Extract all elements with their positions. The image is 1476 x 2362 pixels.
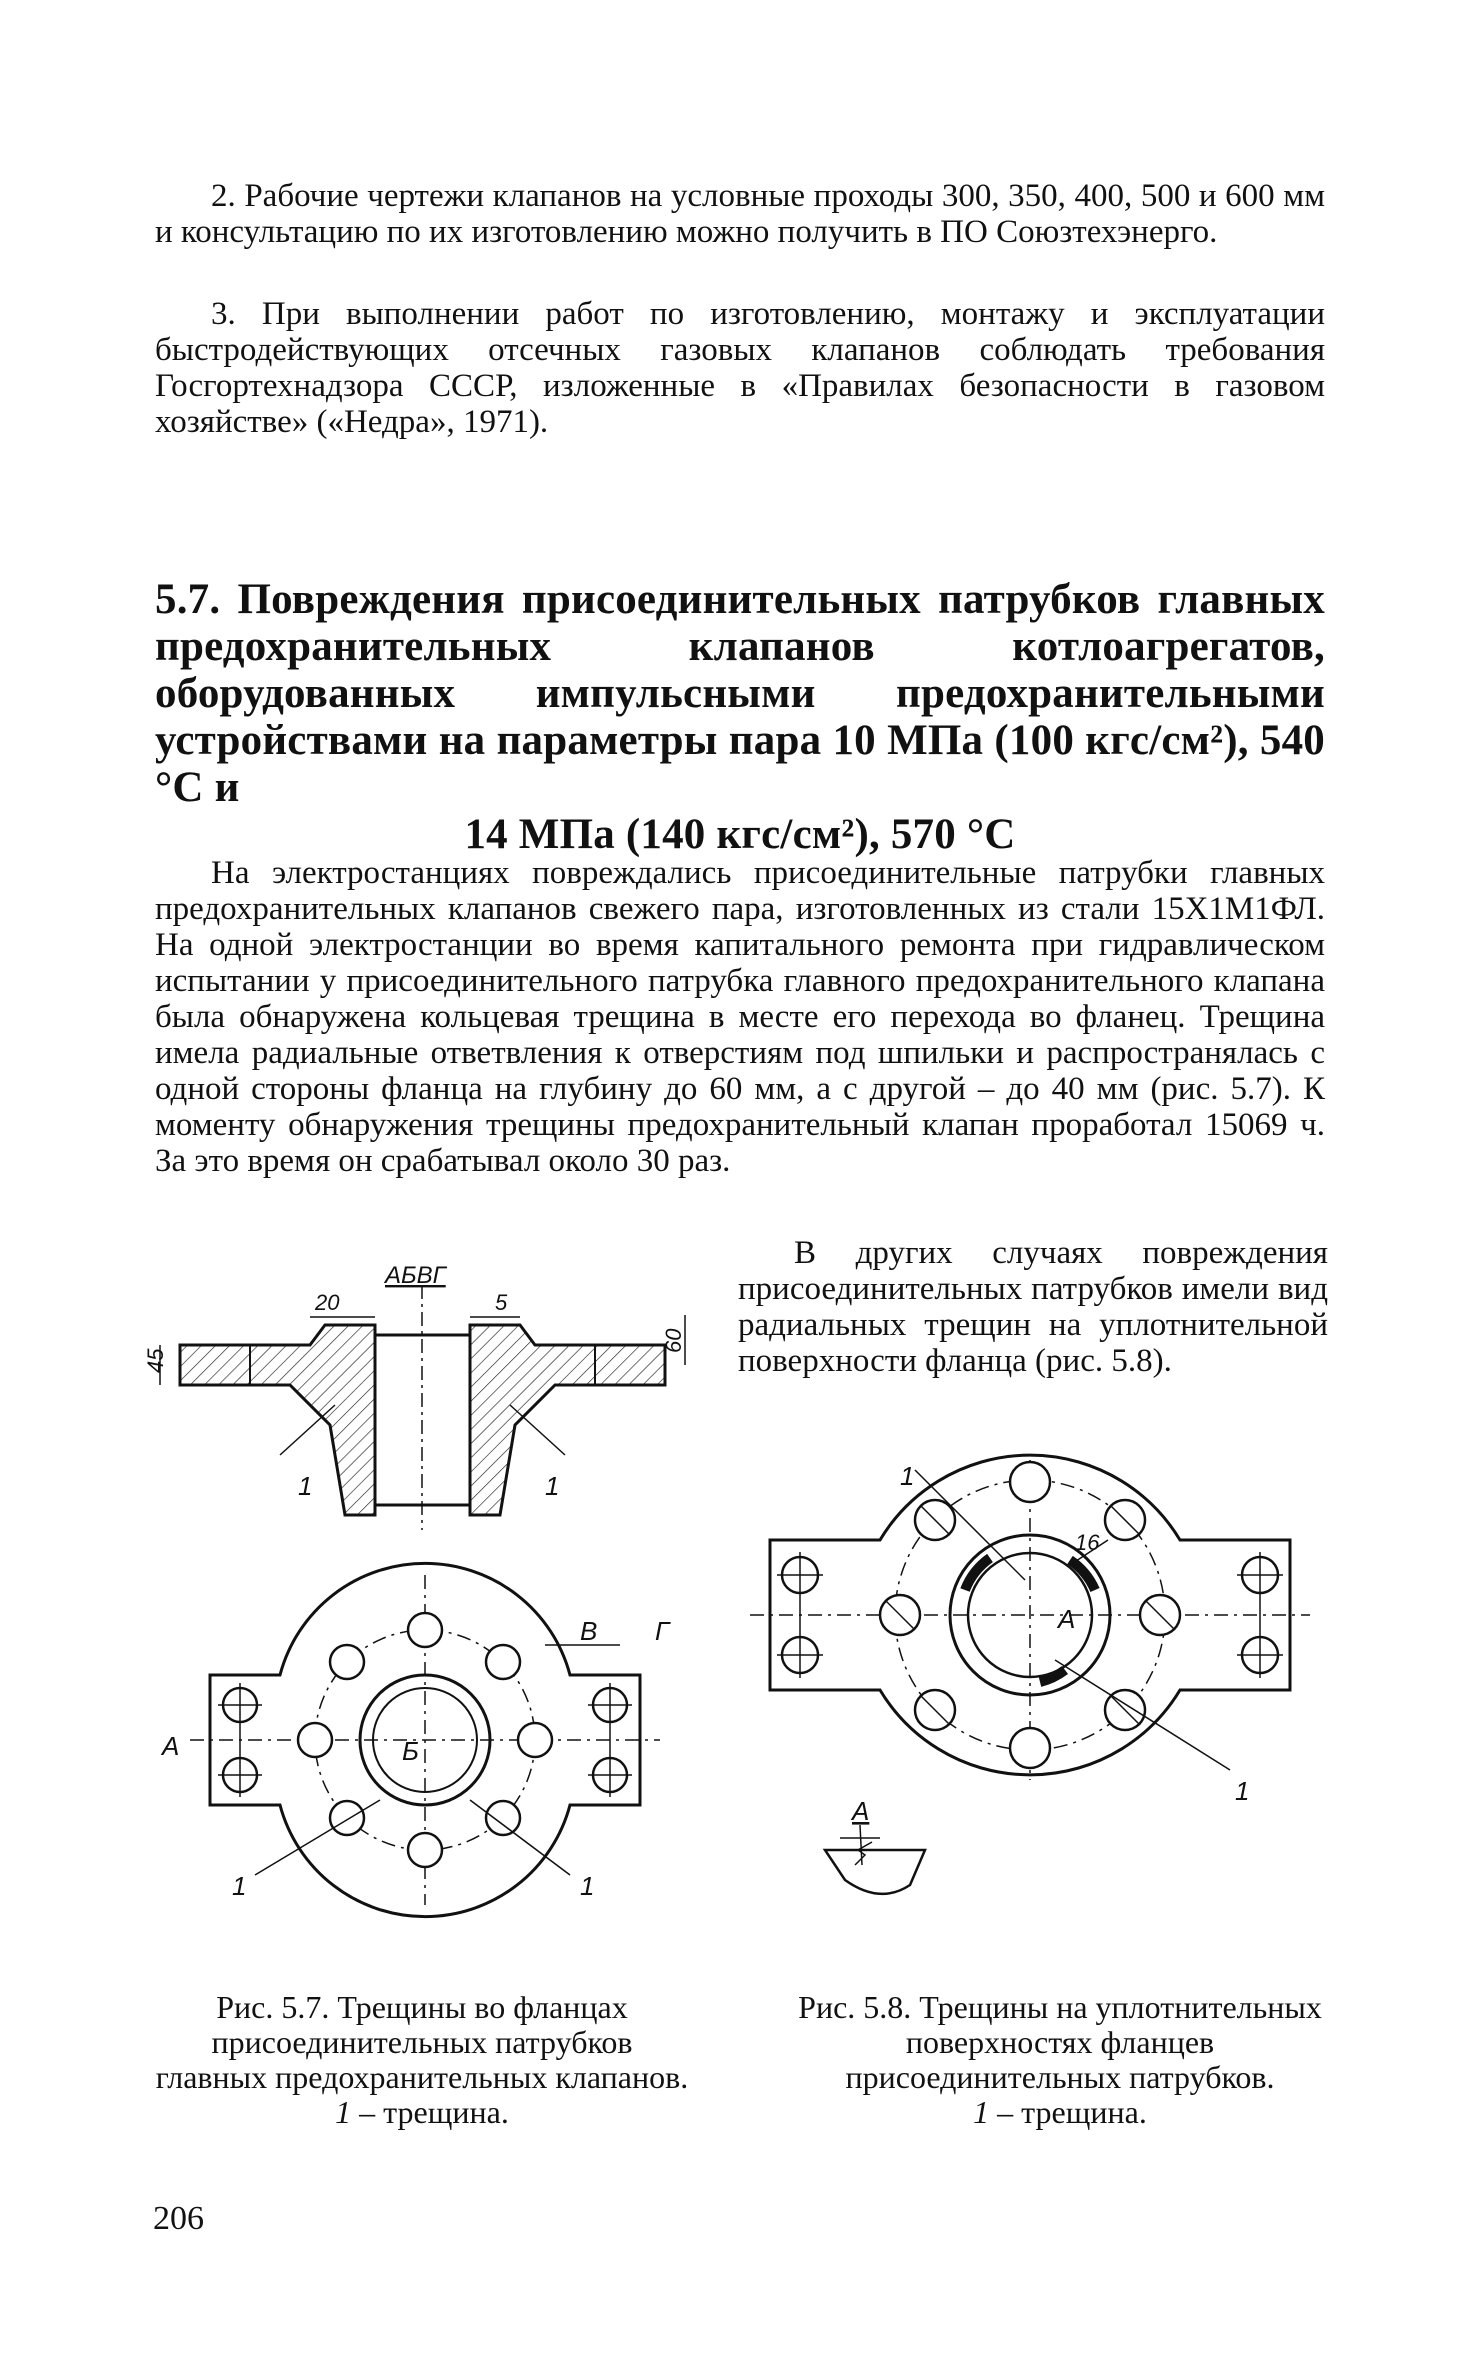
- plan-label-G: Г: [655, 1616, 670, 1646]
- fig58-label-A-center: А: [1058, 1604, 1076, 1634]
- dimension-45: 45: [143, 1348, 168, 1373]
- paragraph-main: На электростанциях повреждались присоединительные патрубки главных предохранительных клапанов свежего пара, изготовленных из стали 15Х1М1ФЛ. На одной электростанции во время капитального ремонта при гидравлическом испытании у присоединительного патрубка главного предохранительного клапана была обнаружена кольцевая трещина в месте его перехода во фланец. Трещина имела радиальные ответвления к отверстиям под шпильки и распространялась с одной стороны фланца на глубину до 60 мм, а с другой – до 40 мм (рис. 5.7). К моменту обнаружения трещины предохранительный клапан проработал 15069 ч. За это время он срабатывал около 30 раз.: [155, 855, 1325, 1179]
- figure-5-7-legend-text: – трещина.: [351, 2094, 509, 2130]
- paragraph-item-3: 3. При выполнении работ по изготовлению, монтажу и эксплуатации быстродействующих отсечных газовых клапанов соблюдать требования Госгортехнадзора СССР, изложенные в «Правилах безопасности в газовом хозяйстве» («Недра», 1971).: [155, 296, 1325, 440]
- dimension-16: 16: [1075, 1530, 1100, 1555]
- dimension-5: 5: [495, 1290, 508, 1315]
- crack-label-1-bottom: 1: [1235, 1776, 1250, 1806]
- plan-crack-label-1-right: 1: [580, 1871, 595, 1901]
- section-label: АБВГ: [385, 1262, 446, 1289]
- figure-5-7-section-drawing: [143, 1255, 710, 1535]
- figure-5-8-legend-text: – трещина.: [989, 2094, 1147, 2130]
- plan-label-B: Б: [402, 1736, 419, 1766]
- crack-label-1-right: 1: [545, 1471, 560, 1501]
- figure-5-7-legend: [152, 2095, 692, 2130]
- figure-5-7-legend-number: 1: [335, 2094, 352, 2130]
- crack-label-1-top: 1: [900, 1461, 915, 1491]
- figure-5-7-caption: [152, 1990, 692, 2130]
- figure-5-8-legend: [790, 2095, 1330, 2130]
- section-heading-last-line: 14 МПа (140 кгс/см²), 570 °С: [464, 811, 1016, 858]
- section-heading-main: 5.7. Повреждения присоединительных патрубков главных предохранительных клапанов котлоагрегатов, оборудованных импульсными предохранительными устройствами на параметры пара 10 МПа (100 кгс/см²), 540 °С и: [155, 576, 1325, 811]
- crack-label-1-left: 1: [298, 1471, 313, 1501]
- figure-5-7-plan-drawing: [150, 1555, 710, 1925]
- dimension-20: 20: [315, 1290, 340, 1315]
- figure-5-8-caption: [790, 1990, 1330, 2130]
- figure-5-8-legend-number: 1: [973, 2094, 990, 2130]
- section-heading: [155, 576, 1325, 858]
- paragraph-item-2: 2. Рабочие чертежи клапанов на условные проходы 300, 350, 400, 500 и 600 мм и консультацию по их изготовлению можно получить в ПО Союзтехэнерго.: [155, 178, 1325, 250]
- dimension-60: 60: [661, 1328, 686, 1353]
- fig58-label-A-detail: А: [852, 1796, 870, 1826]
- plan-label-V: В: [580, 1616, 598, 1646]
- figure-5-8-caption-text: Рис. 5.8. Трещины на уплотнительных поверхностях фланцев присоединительных патрубков.: [798, 1989, 1322, 2095]
- plan-crack-label-1-left: 1: [232, 1871, 247, 1901]
- page-number: 206: [153, 2200, 204, 2237]
- plan-label-A: А: [162, 1731, 180, 1761]
- paragraph-other-cases: В других случаях повреждения присоединительных патрубков имели вид радиальных трещин на уплотнительной поверхности фланца (рис. 5.8).: [738, 1235, 1328, 1379]
- figure-5-7-caption-text: Рис. 5.7. Трещины во фланцах присоединительных патрубков главных предохранительных клапанов.: [155, 1989, 689, 2095]
- figure-5-8-drawing: [740, 1461, 1320, 1940]
